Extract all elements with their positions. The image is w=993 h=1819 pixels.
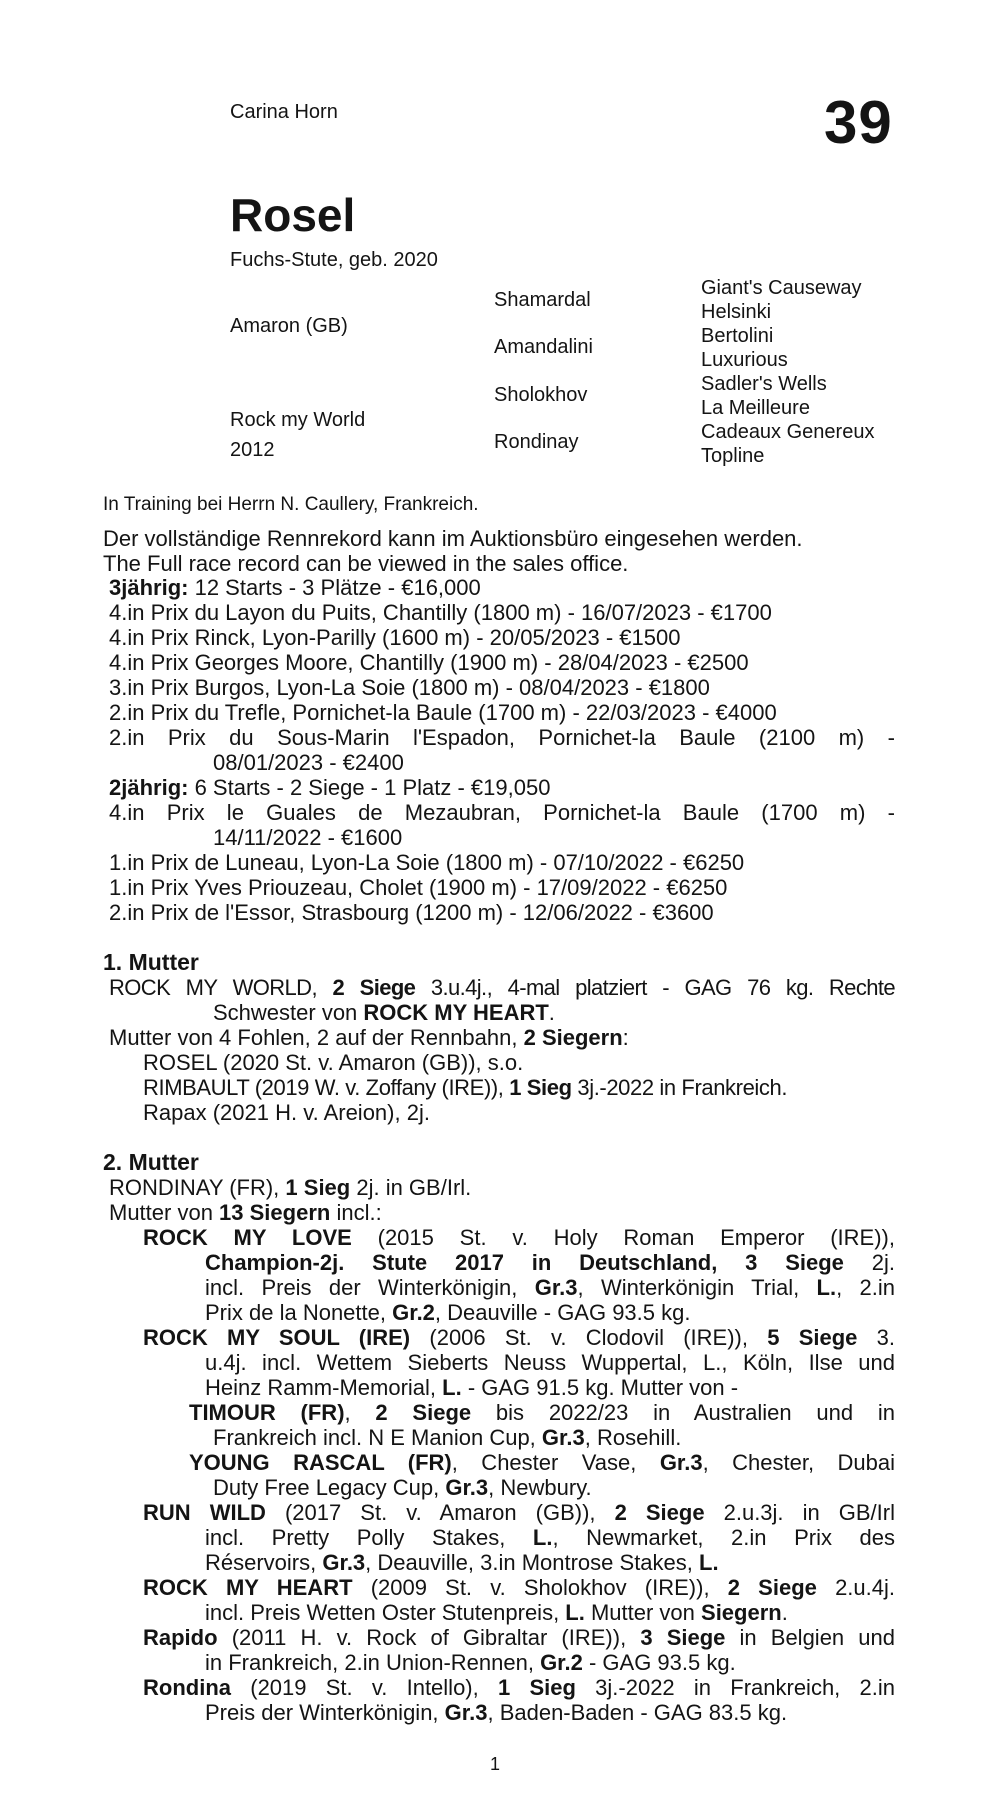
wins-count: 2 Siege bbox=[614, 1500, 705, 1525]
grade: L. bbox=[699, 1550, 719, 1575]
text-run: . bbox=[548, 1000, 555, 1025]
pedigree-grandparent: Amandalini bbox=[494, 336, 593, 358]
winners-word: Siegern bbox=[701, 1600, 782, 1625]
grade: Gr.2 bbox=[540, 1650, 583, 1675]
produce-entry-line: u.4j. incl. Wettem Sieberts Neuss Wuppertal, L., Köln, Ilse und bbox=[205, 1350, 895, 1375]
champion-title: Champion-2j. Stute 2017 in Deutschland, 3 Siege bbox=[205, 1250, 844, 1275]
race-line: 2.in Prix de l'Essor, Strasbourg (1200 m) - 12/06/2022 - €3600 bbox=[109, 900, 714, 925]
produce-entry-line bbox=[205, 1650, 736, 1675]
race-line: 1.in Prix de Luneau, Lyon-La Soie (1800 m) - 07/10/2022 - €6250 bbox=[109, 850, 745, 875]
grade: L. bbox=[816, 1275, 837, 1300]
text-run: incl. Preis Wetten Oster Stutenpreis, bbox=[205, 1600, 566, 1625]
record-3yo-summary bbox=[109, 575, 899, 600]
text-run: - GAG 93.5 kg. bbox=[582, 1650, 736, 1675]
wins-count: 5 Siege bbox=[767, 1325, 858, 1350]
produce-entry-line bbox=[205, 1275, 895, 1300]
grade: Gr.3 bbox=[445, 1475, 489, 1500]
wins-count: 1 Sieg bbox=[509, 1075, 572, 1100]
text-run: Mutter von bbox=[109, 1200, 220, 1225]
text-run: Schwester von bbox=[213, 1000, 364, 1025]
produce-entry bbox=[143, 1625, 895, 1650]
record-2yo-summary-text: 6 Starts - 2 Siege - 1 Platz - €19,050 bbox=[188, 775, 551, 800]
pedigree-ggp: Cadeaux Genereux bbox=[701, 421, 875, 443]
text-run: 2.u.3j. in GB/Irl bbox=[704, 1500, 895, 1525]
grade: Gr.3 bbox=[659, 1450, 703, 1475]
race-line: 2.in Prix du Sous-Marin l'Espadon, Pornichet-la Baule (2100 m) - bbox=[109, 725, 895, 750]
race-line-continued: 08/01/2023 - €2400 bbox=[213, 750, 404, 775]
horse-name: ROCK MY LOVE bbox=[143, 1225, 352, 1250]
horse-name: YOUNG RASCAL (FR) bbox=[189, 1450, 452, 1475]
offspring-line: Rapax (2021 H. v. Areion), 2j. bbox=[143, 1100, 430, 1125]
produce-entry bbox=[143, 1675, 895, 1700]
record-2yo-label: 2jährig: bbox=[109, 775, 189, 800]
text-run: , Deauville, 3.in Montrose Stakes, bbox=[365, 1550, 699, 1575]
wins-count: 1 Sieg bbox=[497, 1675, 576, 1700]
pedigree-grandparent: Shamardal bbox=[494, 289, 591, 311]
text-run: , Chester, Dubai bbox=[702, 1450, 895, 1475]
horse-name: ROCK MY HEART bbox=[143, 1575, 353, 1600]
page-number: 1 bbox=[490, 1754, 501, 1774]
grade: L. bbox=[442, 1375, 462, 1400]
grade: Gr.3 bbox=[534, 1275, 578, 1300]
grade: L. bbox=[565, 1600, 585, 1625]
text-run: Réservoirs, bbox=[205, 1550, 323, 1575]
text-run: 2j. bbox=[843, 1250, 895, 1275]
lot-number: 39 bbox=[824, 89, 893, 156]
text-run: bis 2022/23 in Australien und in bbox=[471, 1400, 896, 1425]
text-run: - GAG 91.5 kg. Mutter von - bbox=[461, 1375, 739, 1400]
text-run: , Winterkönigin Trial, bbox=[577, 1275, 817, 1300]
race-line-continued: 14/11/2022 - €1600 bbox=[213, 825, 403, 850]
horse-name: RUN WILD bbox=[143, 1500, 266, 1525]
record-3yo-summary-text: 12 Starts - 3 Plätze - €16,000 bbox=[188, 575, 481, 600]
race-line: 4.in Prix Rinck, Lyon-Parilly (1600 m) - 20/05/2023 - €1500 bbox=[109, 625, 681, 650]
text-run: 3. bbox=[857, 1325, 895, 1350]
wins-count: 2 Siege bbox=[375, 1400, 472, 1425]
race-line: 2.in Prix du Trefle, Pornichet-la Baule (1700 m) - 22/03/2023 - €4000 bbox=[109, 700, 777, 725]
text-run: : bbox=[622, 1025, 629, 1050]
text-run: 2j. in GB/Irl. bbox=[350, 1175, 472, 1200]
text-run: (2017 St. v. Amaron (GB)), bbox=[265, 1500, 615, 1525]
text-run: , Chester Vase, bbox=[451, 1450, 660, 1475]
pedigree-ggp: Luxurious bbox=[701, 349, 788, 371]
text-run: , Rosehill. bbox=[584, 1425, 682, 1450]
text-run: in Frankreich, 2.in Union-Rennen, bbox=[205, 1650, 541, 1675]
text-run: (2009 St. v. Sholokhov (IRE)), bbox=[352, 1575, 728, 1600]
text-run: incl. Pretty Polly Stakes, bbox=[205, 1525, 533, 1550]
produce-entry-line bbox=[205, 1300, 690, 1325]
text-run: (2019 St. v. Intello), bbox=[231, 1675, 498, 1700]
text-run: incl. Preis der Winterkönigin, bbox=[205, 1275, 535, 1300]
text-run: Preis der Winterkönigin, bbox=[205, 1700, 445, 1725]
race-line: 4.in Prix Georges Moore, Chantilly (1900 m) - 28/04/2023 - €2500 bbox=[109, 650, 749, 675]
second-dam-heading: 2. Mutter bbox=[103, 1149, 199, 1175]
sibling-name: ROCK MY HEART bbox=[363, 1000, 549, 1025]
horse-name: Rapido bbox=[143, 1625, 218, 1650]
horse-description: Fuchs-Stute, geb. 2020 bbox=[230, 249, 438, 271]
pedigree-dam-year: 2012 bbox=[230, 439, 275, 461]
winners-count: 2 Siegern bbox=[523, 1025, 623, 1050]
text-run: 3.u.4j., 4-mal platziert - GAG 76 kg. Rechte bbox=[415, 975, 895, 1000]
grade: L. bbox=[532, 1525, 553, 1550]
pedigree-dam: Rock my World bbox=[230, 409, 366, 431]
text-run: , Newmarket, 2.in Prix des bbox=[552, 1525, 895, 1550]
produce-entry bbox=[143, 1500, 895, 1525]
text-run: 3j.-2022 in Frankreich, 2.in bbox=[575, 1675, 895, 1700]
second-dam-line bbox=[109, 1200, 382, 1225]
winners-count: 13 Siegern bbox=[219, 1200, 331, 1225]
pedigree-ggp: Topline bbox=[701, 445, 765, 467]
text-run: RIMBAULT (2019 W. v. Zoffany (IRE)), bbox=[143, 1075, 510, 1100]
second-dam-line bbox=[109, 1175, 471, 1200]
produce-entry-line bbox=[205, 1600, 788, 1625]
first-dam-line bbox=[213, 1000, 555, 1025]
pedigree-sire: Amaron (GB) bbox=[230, 315, 348, 337]
text-run: Prix de la Nonette, bbox=[205, 1300, 393, 1325]
text-run: RONDINAY (FR), bbox=[109, 1175, 286, 1200]
grade: Gr.2 bbox=[392, 1300, 435, 1325]
record-2yo-summary bbox=[109, 775, 550, 800]
record-3yo-label: 3jährig: bbox=[109, 575, 189, 600]
grade: Gr.3 bbox=[541, 1425, 585, 1450]
grade: Gr.3 bbox=[444, 1700, 488, 1725]
pedigree-ggp: Bertolini bbox=[701, 325, 774, 347]
text-run: Mutter von bbox=[584, 1600, 702, 1625]
text-run: Heinz Ramm-Memorial, bbox=[205, 1375, 443, 1400]
produce-entry-line bbox=[213, 1425, 681, 1450]
pedigree-ggp: Sadler's Wells bbox=[701, 373, 827, 395]
race-line: 4.in Prix du Layon du Puits, Chantilly (1800 m) - 16/07/2023 - €1700 bbox=[109, 600, 772, 625]
produce-entry-line bbox=[205, 1375, 738, 1400]
grade: Gr.3 bbox=[322, 1550, 366, 1575]
text-run: , 2.in bbox=[836, 1275, 895, 1300]
horse-name: Rosel bbox=[230, 189, 356, 241]
produce-entry-line bbox=[205, 1250, 895, 1275]
wins-count: 2 Siege bbox=[727, 1575, 817, 1600]
produce-entry bbox=[189, 1400, 895, 1425]
produce-entry bbox=[143, 1225, 895, 1250]
record-note-de: Der vollständige Rennrekord kann im Auktionsbüro eingesehen werden. bbox=[103, 526, 803, 551]
race-line: 3.in Prix Burgos, Lyon-La Soie (1800 m) - 08/04/2023 - €1800 bbox=[109, 675, 710, 700]
first-dam-heading: 1. Mutter bbox=[103, 949, 199, 975]
pedigree-ggp: Helsinki bbox=[701, 301, 772, 323]
text-run: Mutter von 4 Fohlen, 2 auf der Rennbahn, bbox=[109, 1025, 524, 1050]
text-run: (2015 St. v. Holy Roman Emperor (IRE)), bbox=[351, 1225, 895, 1250]
pedigree-ggp: Giant's Causeway bbox=[701, 277, 862, 299]
pedigree-great-grandparents bbox=[701, 276, 874, 468]
record-note-en: The Full race record can be viewed in the sales office. bbox=[103, 551, 629, 576]
offspring-line bbox=[143, 1075, 787, 1100]
race-line: 4.in Prix le Guales de Mezaubran, Pornichet-la Baule (1700 m) - bbox=[109, 800, 895, 825]
text-run: , Deauville - GAG 93.5 kg. bbox=[434, 1300, 691, 1325]
text-run: in Belgien und bbox=[725, 1625, 896, 1650]
produce-entry-line bbox=[213, 1475, 592, 1500]
training-note: In Training bei Herrn N. Caullery, Frankreich. bbox=[103, 494, 479, 515]
first-dam-line bbox=[109, 975, 895, 1000]
text-run: . bbox=[781, 1600, 788, 1625]
produce-entry bbox=[143, 1575, 895, 1600]
text-run: 2.u.4j. bbox=[816, 1575, 896, 1600]
produce-entry-line bbox=[205, 1550, 719, 1575]
horse-name: TIMOUR (FR) bbox=[189, 1400, 345, 1425]
wins-count: 3 Siege bbox=[640, 1625, 726, 1650]
text-run: Duty Free Legacy Cup, bbox=[213, 1475, 446, 1500]
offspring-line: ROSEL (2020 St. v. Amaron (GB)), s.o. bbox=[143, 1050, 524, 1075]
pedigree-grandparent: Rondinay bbox=[494, 431, 579, 453]
text-run: ROCK MY WORLD, bbox=[109, 975, 333, 1000]
text-run: (2006 St. v. Clodovil (IRE)), bbox=[410, 1325, 768, 1350]
produce-entry-line bbox=[205, 1700, 787, 1725]
pedigree-grandparent: Sholokhov bbox=[494, 384, 588, 406]
wins-count: 2 Siege bbox=[332, 975, 416, 1000]
produce-entry bbox=[143, 1325, 895, 1350]
text-run: , Baden-Baden - GAG 83.5 kg. bbox=[487, 1700, 788, 1725]
text-run: , bbox=[344, 1400, 376, 1425]
race-line: 1.in Prix Yves Priouzeau, Cholet (1900 m) - 17/09/2022 - €6250 bbox=[109, 875, 728, 900]
text-run: (2011 H. v. Rock of Gibraltar (IRE)), bbox=[217, 1625, 641, 1650]
text-run: , Newbury. bbox=[488, 1475, 592, 1500]
produce-entry-line bbox=[205, 1525, 895, 1550]
pedigree-ggp: La Meilleure bbox=[701, 397, 810, 419]
consignor-name: Carina Horn bbox=[230, 101, 338, 123]
text-run: Frankreich incl. N E Manion Cup, bbox=[213, 1425, 542, 1450]
first-dam-line bbox=[109, 1025, 629, 1050]
produce-entry bbox=[189, 1450, 895, 1475]
text-run: 3j.-2022 in Frankreich. bbox=[571, 1075, 788, 1100]
horse-name: Rondina bbox=[143, 1675, 231, 1700]
horse-name: ROCK MY SOUL (IRE) bbox=[143, 1325, 411, 1350]
wins-count: 1 Sieg bbox=[285, 1175, 351, 1200]
text-run: incl.: bbox=[330, 1200, 382, 1225]
